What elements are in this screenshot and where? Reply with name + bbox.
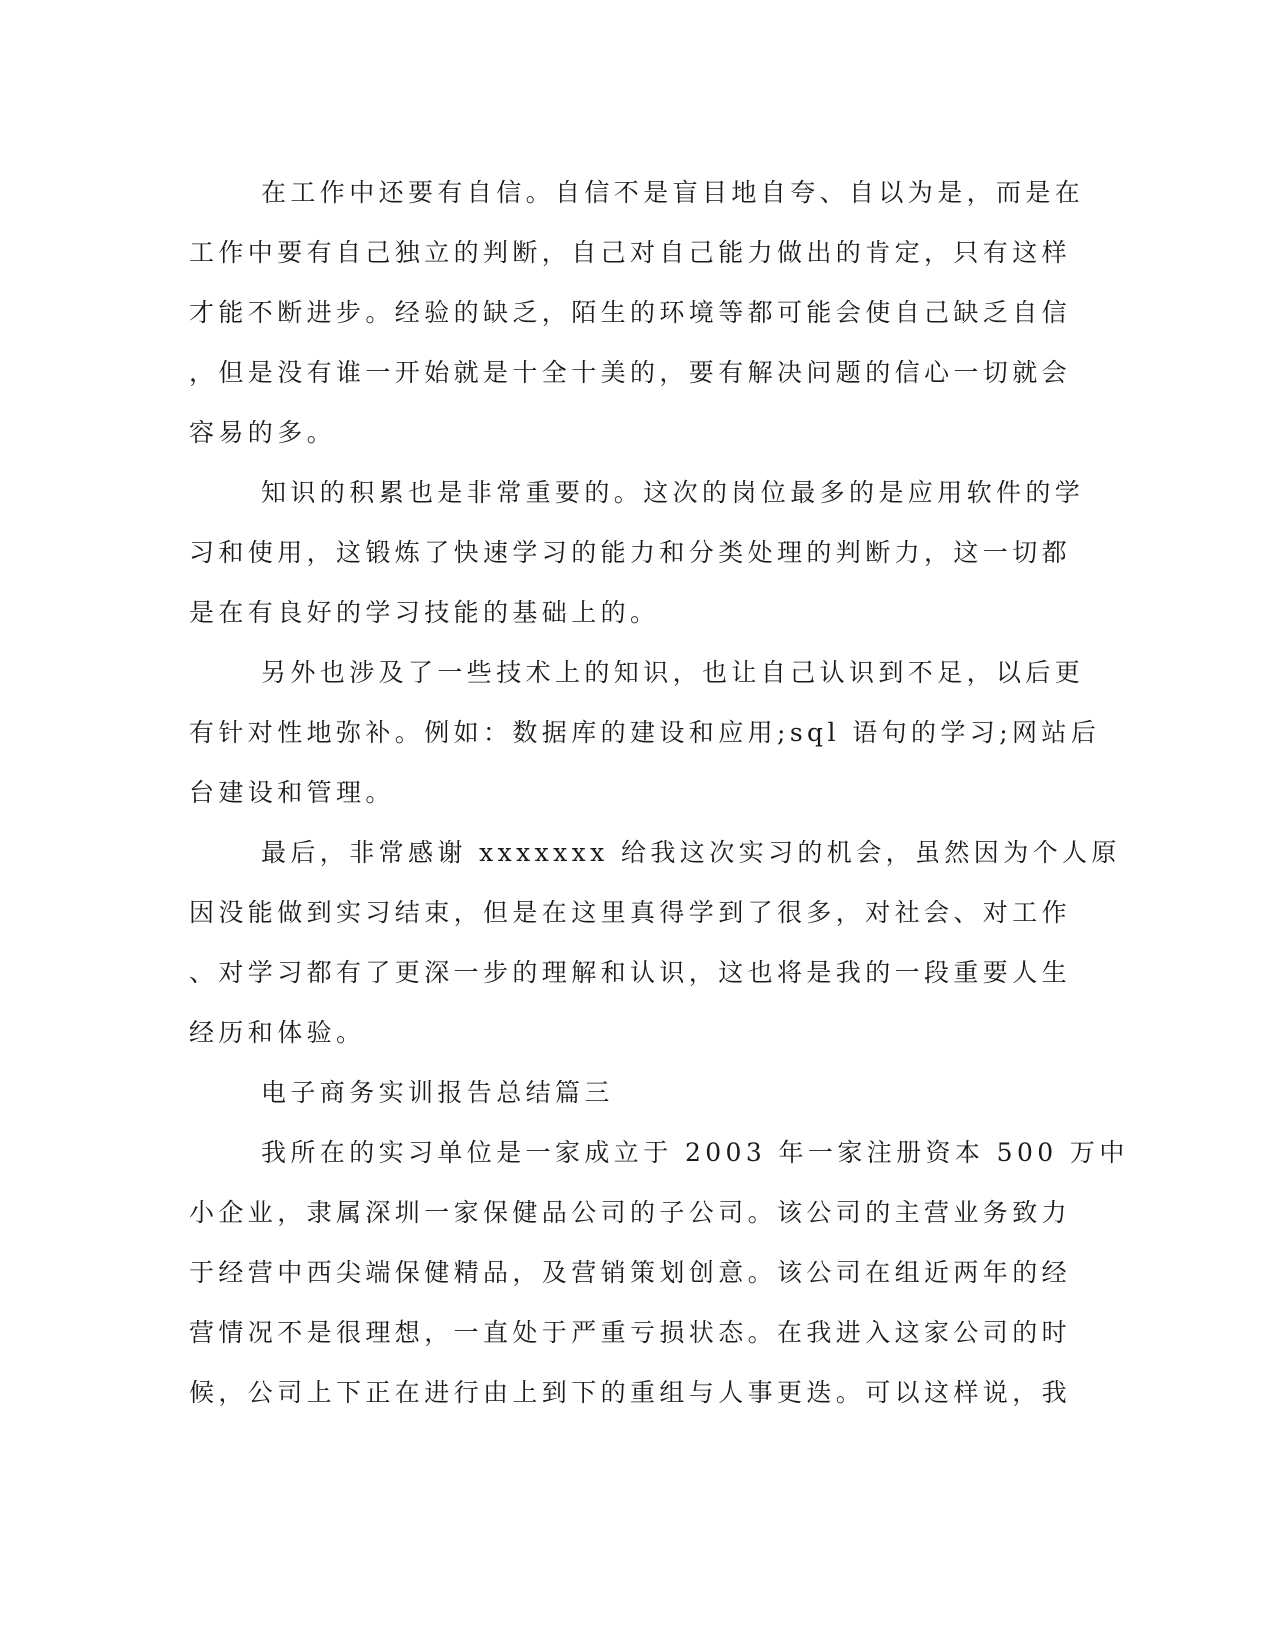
text-line: 是在有良好的学习技能的基础上的。 — [189, 598, 660, 627]
text-line: 有针对性地弥补。例如：数据库的建设和应用;sql 语句的学习;网站后 — [189, 718, 1101, 747]
text-line: 最后，非常感谢 xxxxxxx 给我这次实习的机会，虽然因为个人原 — [261, 838, 1121, 867]
text-line: 我所在的实习单位是一家成立于 2003 年一家注册资本 500 万中 — [261, 1138, 1129, 1167]
text-line: 才能不断进步。经验的缺乏，陌生的环境等都可能会使自己缺乏自信 — [189, 298, 1072, 327]
section-heading: 电子商务实训报告总结篇三 — [261, 1078, 614, 1107]
text-line: 营情况不是很理想，一直处于严重亏损状态。在我进入这家公司的时 — [189, 1318, 1072, 1347]
text-line: 于经营中西尖端保健精品，及营销策划创意。该公司在组近两年的经 — [189, 1258, 1072, 1287]
text-line: 候，公司上下正在进行由上到下的重组与人事更迭。可以这样说，我 — [189, 1378, 1072, 1407]
document-body — [189, 163, 1129, 1423]
text-line: 另外也涉及了一些技术上的知识，也让自己认识到不足，以后更 — [261, 658, 1085, 687]
text-line: 工作中要有自己独立的判断，自己对自己能力做出的肯定，只有这样 — [189, 238, 1072, 267]
text-line: 小企业，隶属深圳一家保健品公司的子公司。该公司的主营业务致力 — [189, 1198, 1072, 1227]
text-line: 容易的多。 — [189, 418, 337, 447]
text-line: 习和使用，这锻炼了快速学习的能力和分类处理的判断力，这一切都 — [189, 538, 1072, 567]
text-line: 因没能做到实习结束，但是在这里真得学到了很多，对社会、对工作 — [189, 898, 1072, 927]
text-line: 知识的积累也是非常重要的。这次的岗位最多的是应用软件的学 — [261, 478, 1085, 507]
text-line: 、对学习都有了更深一步的理解和认识，这也将是我的一段重要人生 — [189, 958, 1072, 987]
text-line: 台建设和管理。 — [189, 778, 395, 807]
text-line: 在工作中还要有自信。自信不是盲目地自夸、自以为是，而是在 — [261, 178, 1085, 207]
text-line: 经历和体验。 — [189, 1018, 366, 1047]
text-line: ，但是没有谁一开始就是十全十美的，要有解决问题的信心一切就会 — [189, 358, 1072, 387]
